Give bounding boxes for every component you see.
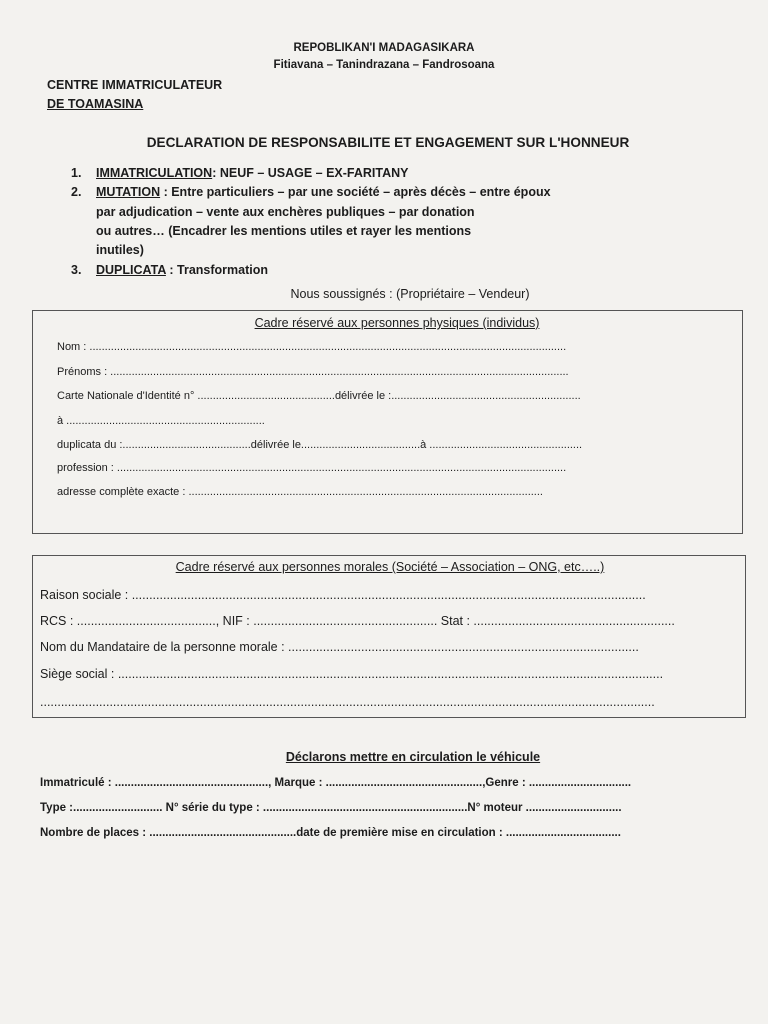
nous-soussignes: Nous soussignés : (Propriétaire – Vendeur) bbox=[290, 287, 530, 301]
duplicata-text: : Transformation bbox=[165, 263, 268, 277]
duplicata-label: DUPLICATA bbox=[96, 263, 166, 277]
mutation-text-line2: par adjudication – vente aux enchères publiques – par donation bbox=[96, 205, 475, 219]
list-item-mutation bbox=[96, 185, 551, 199]
rcs-nif-stat-field[interactable]: RCS : ........................................, NIF : ..................................................... Stat : .......................................................... bbox=[40, 614, 675, 628]
mandataire-field[interactable]: Nom du Mandataire de la personne morale : ..................................................................................................... bbox=[40, 640, 639, 654]
cin-field[interactable]: Carte Nationale d'Identité n° .............................................délivrée le :.............................................................. bbox=[57, 390, 581, 402]
motto-header: Fitiavana – Tanindrazana – Fandrosoana bbox=[273, 59, 495, 71]
vehicle-section-title: Déclarons mettre en circulation le véhicule bbox=[285, 750, 541, 764]
republic-header: REPOBLIKAN'I MADAGASIKARA bbox=[293, 42, 475, 54]
list-item-duplicata bbox=[96, 263, 268, 277]
nom-field[interactable]: Nom : ............................................................................................................................................................ bbox=[57, 341, 567, 353]
adresse-field[interactable]: adresse complète exacte : .................................................................................................................... bbox=[57, 486, 543, 498]
places-date-field[interactable]: Nombre de places : ..............................................date de première mise en circulation : .................................... bbox=[40, 827, 621, 839]
prenoms-field[interactable]: Prénoms : ...................................................................................................................................................... bbox=[57, 366, 569, 378]
duplicata-field[interactable]: duplicata du :..........................................délivrée le.......................................à .................................................. bbox=[57, 439, 583, 451]
mutation-label: MUTATION bbox=[96, 185, 161, 199]
profession-field[interactable]: profession : ................................................................................................................................................... bbox=[57, 462, 567, 474]
immatriculation-text: : NEUF – USAGE – EX-FARITANY bbox=[212, 166, 409, 180]
legal-persons-title: Cadre réservé aux personnes morales (Société – Association – ONG, etc…..) bbox=[175, 560, 605, 574]
immatricule-marque-genre-field[interactable]: Immatriculé : ................................................, Marque : .................................................,Genre : ................................ bbox=[40, 777, 632, 789]
lieu-field[interactable]: à ................................................................. bbox=[57, 415, 265, 427]
mutation-text-line1: : Entre particuliers – par une société – après décès – entre époux bbox=[160, 185, 551, 199]
blank-line-field[interactable]: ................................................................................................................................................................................. bbox=[40, 695, 655, 709]
physical-persons-title: Cadre réservé aux personnes physiques (individus) bbox=[254, 316, 540, 330]
centre-name-line1: CENTRE IMMATRICULATEUR bbox=[47, 78, 223, 92]
list-item-immatriculation bbox=[96, 166, 409, 180]
mutation-text-line3: ou autres… (Encadrer les mentions utiles et rayer les mentions bbox=[96, 224, 472, 238]
type-serie-moteur-field[interactable]: Type :............................ N° série du type : ................................................................N° moteur .............................. bbox=[40, 802, 622, 814]
immatriculation-label: IMMATRICULATION bbox=[96, 166, 213, 180]
document-title: DECLARATION DE RESPONSABILITE ET ENGAGEMENT SUR L'HONNEUR bbox=[146, 135, 630, 150]
list-number-2: 2. bbox=[71, 185, 82, 199]
centre-name-line2: DE TOAMASINA bbox=[47, 97, 144, 111]
raison-sociale-field[interactable]: Raison sociale : .................................................................................................................................................... bbox=[40, 588, 646, 602]
legal-persons-box bbox=[32, 555, 746, 718]
mutation-text-line4: inutiles) bbox=[96, 243, 144, 257]
siege-social-field[interactable]: Siège social : ............................................................................................................................................................. bbox=[40, 667, 664, 681]
list-number-1: 1. bbox=[71, 166, 82, 180]
list-number-3: 3. bbox=[71, 263, 82, 277]
